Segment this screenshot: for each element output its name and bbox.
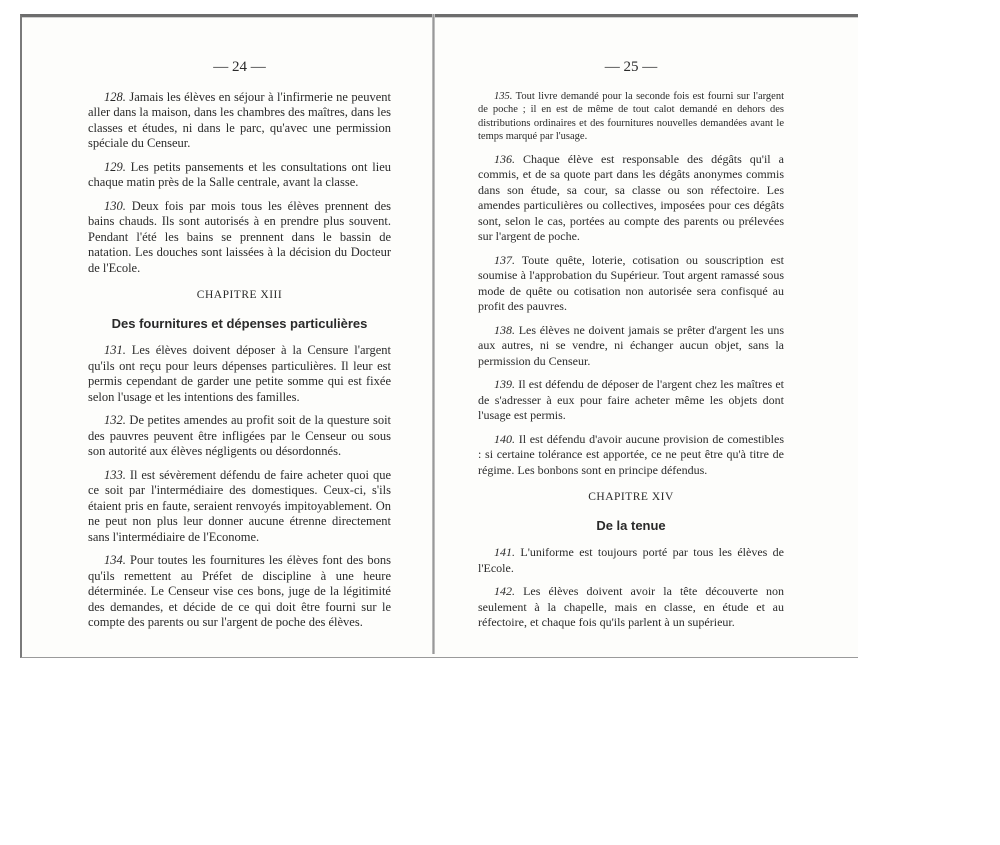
paragraph-number: 131.	[104, 343, 126, 357]
paragraph-136	[478, 152, 784, 245]
paragraph-number: 142.	[494, 584, 515, 598]
paragraph-132	[88, 413, 391, 460]
page-number: — 25 —	[604, 59, 658, 75]
paragraph-128	[88, 90, 391, 152]
paragraph-number: 129.	[104, 159, 126, 174]
paragraph-139	[478, 377, 784, 424]
paragraph-text: Il est défendu de déposer de l'argent chez les maîtres et de s'adresser à eux pour faire acheter même les objets dont l'usage est permis.	[478, 377, 784, 422]
left-page	[88, 60, 391, 639]
paragraph-text: De petites amendes au profit soit de la questure soit des pauvres peuvent être infligées par le Censeur ou sous son autorité aux élèves négligents ou désordonnés.	[88, 413, 392, 458]
paragraph-text: Il est sévèrement défendu de faire acheter quoi que ce soit par l'intermédiaire des domestiques. Ceux-ci, s'ils étaient pris en faute, seraient renvoyés impitoyablement. On ne peut non plus leur donner aucune étrenne directement sans l'intermédiaire de l'Econome.	[88, 467, 391, 544]
paragraph-text: Tout livre demandé pour la seconde fois est fourni sur l'argent de poche ; il en est de même de tout calot demandé en dehors des distributions ordinaires et des fournitures nouvelles demandées avant le temps marqué par l'usage.	[478, 90, 784, 142]
paragraph-number: 140.	[494, 431, 515, 446]
paragraph-text: Pour toutes les fournitures les élèves font des bons qu'ils remettent au Préfet de discipline à une heure déterminée. Le Censeur vise ces bons, juge de la légitimité des demandes, et décide de ce qui doit être fourni sur le compte des parents ou sur l'argent de poche des élèves.	[88, 553, 392, 629]
paragraph-137	[478, 253, 784, 315]
paragraph-number: 128.	[104, 89, 126, 104]
paragraph-number: 135.	[494, 90, 513, 102]
paragraph-text: Les élèves doivent avoir la tête découverte non seulement à la chapelle, mais en classe, en étude et au réfectoire, et chaque fois qu'ils parlent à un supérieur.	[478, 584, 785, 629]
paragraph-text: Toute quête, loterie, cotisation ou souscription est soumise à l'approbation du Supérieur. Tout argent ramassé sous mode de quête ou cotisation non autorisée sera confisqué au profit des pauvres.	[478, 252, 784, 313]
book-gutter	[432, 14, 435, 654]
paragraph-text: Deux fois par mois tous les élèves prennent des bains chauds. Ils sont autorisés à en prendre plus souvent. Pendant l'été les bains se prennent dans le bassin de natation. Les douches sont laissées à la décision du Docteur de l'Ecole.	[88, 198, 391, 275]
paragraph-number: 133.	[104, 467, 126, 482]
paragraph-text: Chaque élève est responsable des dégâts qu'il a commis, et de sa quote part dans les dégâts anonymes commis dans son étude, sa cour, sa classe ou son réfectoire. Les amendes particulières ou collectives, imposées pour ces dégâts sont, selon le cas, portées au compte des parents ou prélevées sur l'argent de poche.	[478, 151, 784, 243]
paragraph-number: 139.	[494, 377, 515, 391]
paragraph-number: 137.	[494, 252, 515, 267]
section-title: Des fournitures et dépenses particulières	[111, 315, 368, 331]
section-title: De la tenue	[596, 517, 666, 533]
paragraph-text: Il est défendu d'avoir aucune provision de comestibles : si certaine tolérance est apportée, ce ne peut être qu'à titre de régime. Les bonbons sont en principe défendus.	[478, 431, 785, 477]
right-page	[478, 60, 784, 639]
paragraph-131	[88, 343, 391, 405]
paragraph-142	[478, 584, 784, 631]
paragraph-text: Les élèves ne doivent jamais se prêter d'argent les uns aux autres, ni se vendre, ni échanger aucun objet, sans la permission du Censeur.	[478, 322, 785, 368]
paragraph-text: L'uniforme est toujours porté par tous les élèves de l'Ecole.	[478, 545, 784, 575]
paragraph-number: 136.	[494, 151, 515, 166]
paragraph-number: 141.	[494, 545, 515, 559]
paragraph-134	[88, 553, 391, 631]
paragraph-133	[88, 468, 391, 546]
paragraph-140	[478, 432, 784, 479]
paragraph-129	[88, 160, 391, 191]
page-number: — 24 —	[213, 59, 266, 75]
paragraph-number: 132.	[104, 413, 126, 427]
paragraph-text: Les élèves doivent déposer à la Censure l'argent qu'ils ont reçu pour leurs dépenses particulières. Il leur est permis cependant de garder une petite somme qui est fixée selon l'usage et les intentions des familles.	[88, 343, 391, 404]
paragraph-141	[478, 545, 784, 576]
chapter-heading: CHAPITRE XIV	[588, 491, 674, 503]
paragraph-138	[478, 323, 784, 370]
paragraph-130	[88, 199, 391, 277]
paragraph-text: Les petits pansements et les consultations ont lieu chaque matin près de la Salle centrale, avant la classe.	[88, 159, 391, 189]
paragraph-135	[478, 90, 784, 144]
paragraph-text: Jamais les élèves en séjour à l'infirmerie ne peuvent aller dans la maison, dans les chambres des maîtres, dans les classes et études, ni dans le parc, qu'avec une permission spéciale du Censeur.	[88, 89, 391, 150]
paragraph-number: 138.	[494, 322, 515, 337]
paragraph-number: 134.	[104, 553, 126, 567]
chapter-heading: CHAPITRE XIII	[196, 289, 283, 301]
paragraph-number: 130.	[104, 198, 126, 213]
